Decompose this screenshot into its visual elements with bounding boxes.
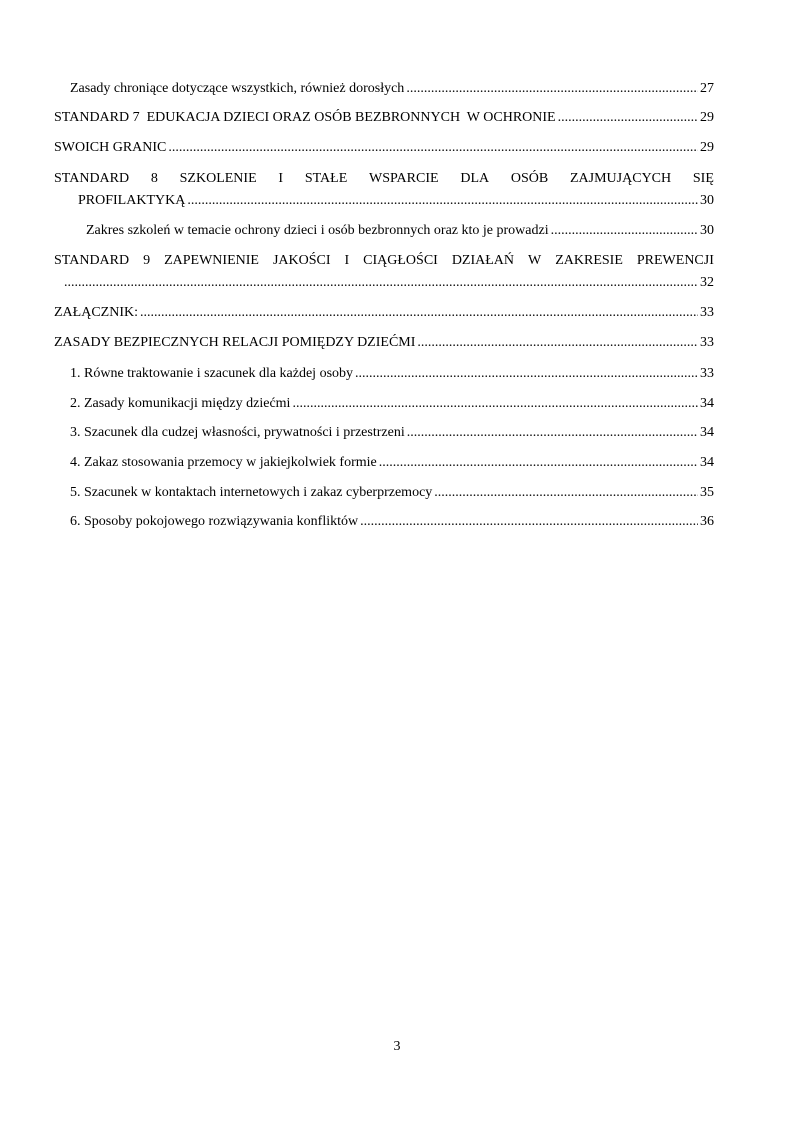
toc-entry-page: 34 (700, 425, 714, 440)
toc-leader-dots (407, 423, 698, 443)
toc-entry[interactable] (54, 303, 714, 323)
toc-entry-title: 1. Równe traktowanie i szacunek dla każdej osoby (70, 366, 354, 381)
toc-word: PREWENCJI (636, 253, 714, 268)
toc-word: STANDARD (54, 171, 130, 186)
toc-word: DLA (460, 171, 490, 186)
page-number: 3 (393, 1039, 401, 1054)
toc-word: DZIAŁAŃ (451, 253, 515, 268)
toc-entry-page: 35 (700, 485, 714, 500)
toc-entry[interactable] (70, 423, 714, 443)
toc-entry[interactable] (70, 512, 714, 532)
toc-entry-page: 33 (700, 366, 714, 381)
toc-entry[interactable] (70, 79, 714, 99)
toc-word: SIĘ (692, 171, 714, 186)
toc-word: ZAKRESIE (555, 253, 623, 268)
toc-word: SZKOLENIE (179, 171, 257, 186)
toc-word: OSÓB (510, 171, 549, 186)
toc-leader-dots (140, 303, 698, 323)
toc-entry-title: ZAŁĄCZNIK: (54, 305, 138, 320)
toc-word: STANDARD (54, 253, 130, 268)
toc-entry-page: 34 (700, 396, 714, 411)
toc-word: WSPARCIE (369, 171, 439, 186)
toc-leader-dots (355, 364, 698, 384)
toc-leader-dots (406, 79, 698, 99)
toc-entry-page: 29 (700, 140, 714, 155)
toc-leader-dots (360, 512, 698, 532)
toc-entry-first-line[interactable] (54, 169, 714, 189)
toc-entry-page: 33 (700, 335, 714, 350)
toc-word: W (528, 253, 542, 268)
toc-entry-title: 4. Zakaz stosowania przemocy w jakiejkolwiek formie (70, 455, 377, 470)
toc-entry[interactable] (70, 364, 714, 384)
toc-word: CIĄGŁOŚCI (363, 253, 438, 268)
toc-entry[interactable] (70, 453, 714, 473)
toc-entry-title: Zasady chroniące dotyczące wszystkich, również dorosłych (70, 81, 405, 96)
toc-entry[interactable] (54, 138, 714, 158)
toc-entry[interactable] (70, 483, 714, 503)
toc-word: STAŁE (304, 171, 348, 186)
toc-entry[interactable] (62, 273, 714, 293)
toc-entry-title: ZASADY BEZPIECZNYCH RELACJI POMIĘDZY DZIEĆMI (54, 335, 416, 350)
toc-entry[interactable] (54, 333, 714, 353)
toc-word: I (344, 253, 350, 268)
toc-leader-dots (168, 138, 698, 158)
toc-leader-dots (292, 394, 698, 414)
toc-leader-dots (64, 273, 698, 293)
toc-entry[interactable] (86, 221, 714, 241)
toc-entry-page: 27 (700, 81, 714, 96)
toc-entry-title: PROFILAKTYKĄ (78, 193, 186, 208)
toc-entry-title: 3. Szacunek dla cudzej własności, prywatności i przestrzeni (70, 425, 405, 440)
toc-entry-page: 36 (700, 514, 714, 529)
toc-entry-title: STANDARD 7 EDUKACJA DZIECI ORAZ OSÓB BEZBRONNYCH W OCHRONIE (54, 110, 556, 125)
toc-entry-page: 32 (700, 275, 714, 290)
toc-leader-dots (558, 108, 698, 128)
toc-entry-page: 30 (700, 193, 714, 208)
toc-word: JAKOŚCI (272, 253, 331, 268)
toc-entry[interactable] (54, 108, 714, 128)
toc-entry-first-line[interactable] (54, 251, 714, 271)
toc-entry-title: Zakres szkoleń w temacie ochrony dzieci i osób bezbronnych oraz kto je prowadzi (86, 223, 549, 238)
toc-entry-title: 5. Szacunek w kontaktach internetowych i zakaz cyberprzemocy (70, 485, 433, 500)
toc-entry[interactable] (70, 394, 714, 414)
toc-leader-dots (417, 333, 698, 353)
toc-word: ZAJMUJĄCYCH (570, 171, 672, 186)
toc-leader-dots (434, 483, 698, 503)
toc-leader-dots (187, 191, 698, 211)
toc-entry-title: SWOICH GRANIC (54, 140, 167, 155)
toc-entry-page: 30 (700, 223, 714, 238)
toc-entry-title: 2. Zasady komunikacji między dziećmi (70, 396, 291, 411)
toc-leader-dots (379, 453, 698, 473)
toc-word: 9 (143, 253, 151, 268)
toc-entry-page: 33 (700, 305, 714, 320)
toc-entry-title: 6. Sposoby pokojowego rozwiązywania konfliktów (70, 514, 359, 529)
toc-entry-page: 29 (700, 110, 714, 125)
toc-leader-dots (551, 221, 698, 241)
toc-word: 8 (150, 171, 158, 186)
toc-entry-page: 34 (700, 455, 714, 470)
toc-word: I (278, 171, 284, 186)
toc-word: ZAPEWNIENIE (164, 253, 259, 268)
toc-entry[interactable] (78, 191, 714, 211)
